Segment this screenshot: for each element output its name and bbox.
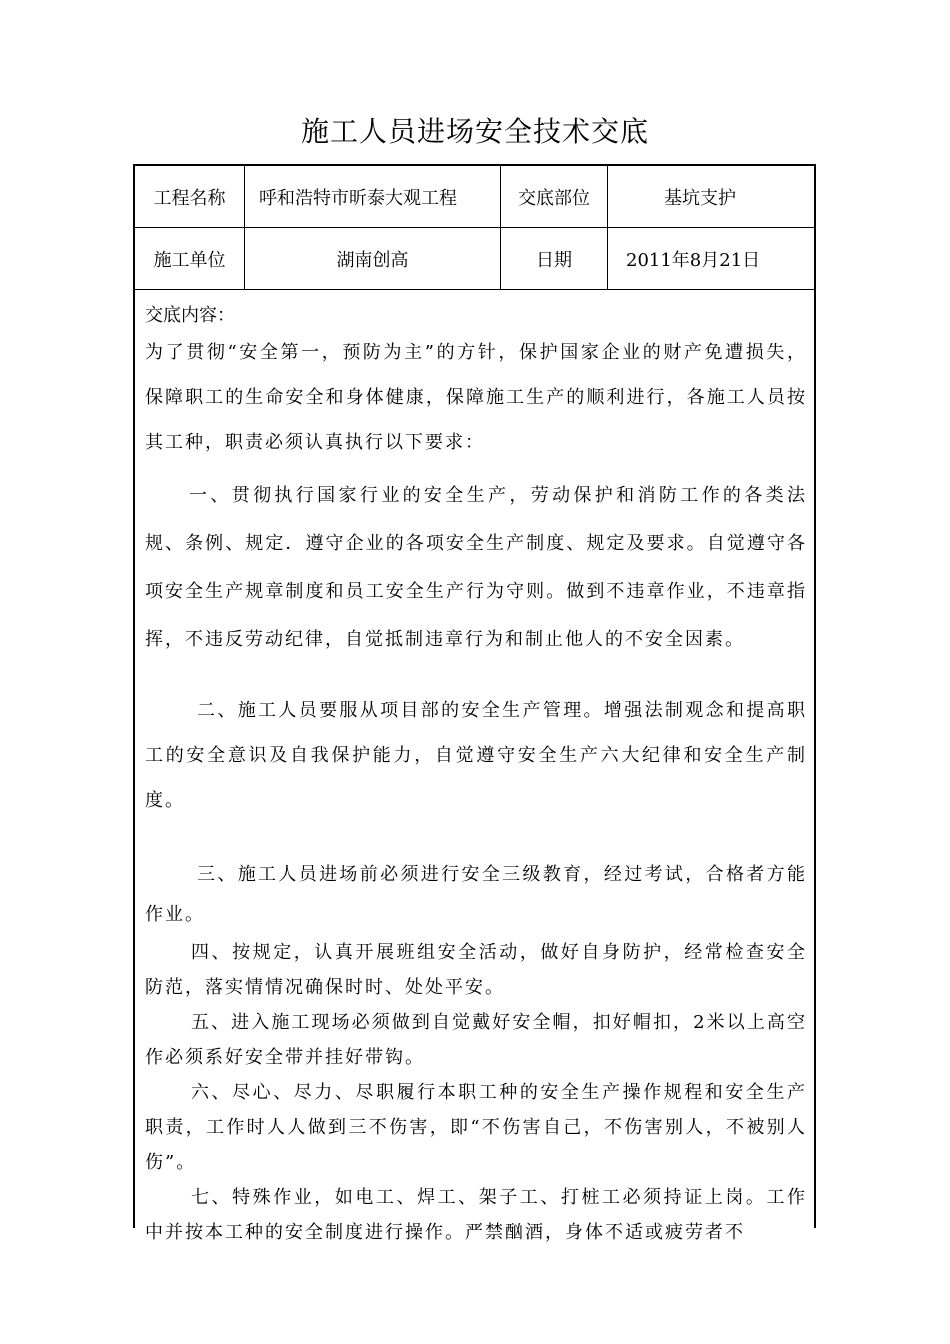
date-label: 日期 <box>501 228 608 289</box>
form-row-project <box>135 166 814 228</box>
requirement-4: 四、按规定，认真开展班组安全活动，做好自身防护，经常检查安全防范，落实情情况确保时时、处处平安。 <box>145 942 807 998</box>
requirement-1: 一、贯彻执行国家行业的安全生产，劳动保护和消防工作的各类法规、条例、规定．遵守企业的各项安全生产制度、规定及要求。自觉遵守各项安全生产规章制度和员工安全生产行为守则。做到不违章作业，不违章指挥，不违反劳动纪律，自觉抵制违章行为和制止他人的不安全因素。 <box>145 485 807 650</box>
date-value: 2011年8月21日 <box>626 249 761 271</box>
content-label: 交底内容： <box>145 305 235 326</box>
requirement-3: 三、施工人员进场前必须进行安全三级教育，经过考试，合格者方能作业。 <box>145 864 807 925</box>
form-row-unit <box>135 228 814 290</box>
requirement-6: 六、尽心、尽力、尽职履行本职工种的安全生产操作规程和安全生产职责，工作时人人做到三不伤害，即“不伤害自己，不伤害别人，不被别人伤”。 <box>145 1082 807 1173</box>
briefing-form <box>133 164 816 1243</box>
briefing-part-label: 交底部位 <box>501 166 608 227</box>
construction-unit-value: 湖南创高 <box>245 228 501 289</box>
construction-unit-label: 施工单位 <box>135 228 245 289</box>
intro-paragraph: 为了贯彻“安全第一，预防为主”的方针，保护国家企业的财产免遭损失，保障职工的生命安全和身体健康，保障施工生产的顺利进行，各施工人员按其工种，职责必须认真执行以下要求： <box>145 342 807 453</box>
project-name-value: 呼和浩特市昕泰大观工程 <box>245 166 501 227</box>
briefing-content <box>145 290 807 1250</box>
requirement-7: 七、特殊作业，如电工、焊工、架子工、打桩工必须持证上岗。工作中并按本工种的安全制度进行操作。严禁酗酒，身体不适或疲劳者不 <box>145 1187 807 1243</box>
document-title: 施工人员进场安全技术交底 <box>300 115 649 148</box>
requirement-5: 五、进入施工现场必须做到自觉戴好安全帽，扣好帽扣，2米以上高空作必须系好安全带并挂好带钩。 <box>145 1012 807 1068</box>
briefing-part-value: 基坑支护 <box>664 187 736 209</box>
project-name-label: 工程名称 <box>135 166 245 227</box>
requirement-2: 二、施工人员要服从项目部的安全生产管理。增强法制观念和提高职工的安全意识及自我保护能力，自觉遵守安全生产六大纪律和安全生产制度。 <box>145 700 807 811</box>
